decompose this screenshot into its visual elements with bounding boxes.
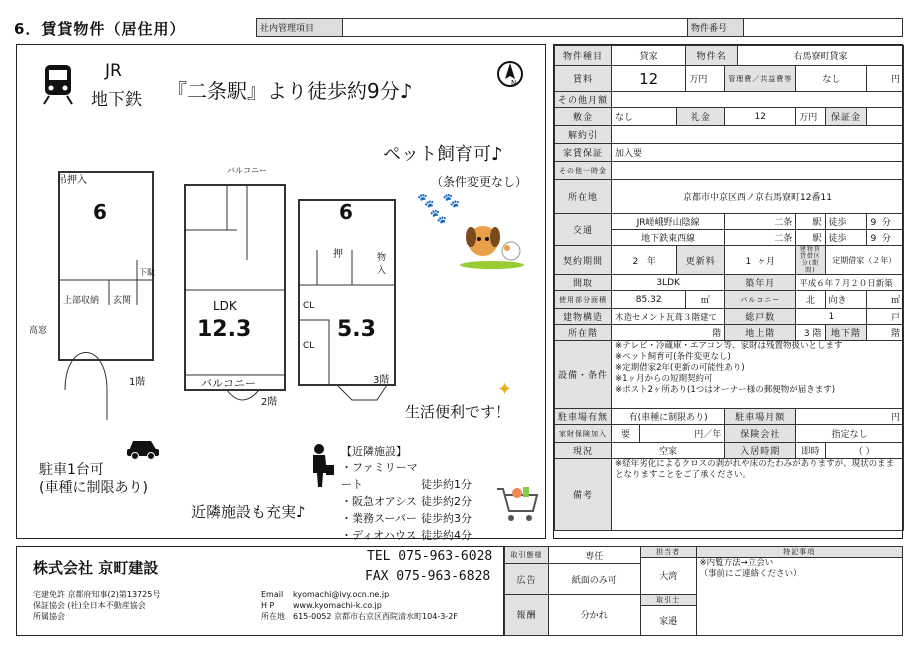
fp-room3b: 5.3 (337, 317, 376, 342)
internal-label: 社内管理項目 (257, 19, 343, 37)
insurance-label: 家財保険加入 (555, 425, 612, 443)
traffic-line: JR嵯峨野山陰線 (612, 214, 725, 230)
type-value: 貸家 (612, 46, 686, 66)
ad-label: 広告 (505, 564, 549, 594)
convenient-text: 生活便利です！ (405, 403, 511, 421)
transaction-info (504, 546, 903, 636)
transaction-table (504, 546, 903, 636)
other-fee-label: その他月額 (555, 92, 612, 108)
ad-value: 紙面のみ可 (548, 564, 640, 594)
below-label: 地下階 (825, 325, 867, 341)
park-value: 有(車種に制限あり) (612, 409, 725, 425)
contract-label: 契約期間 (555, 246, 612, 275)
staff-value: 大湾 (640, 558, 696, 595)
key-money-value: 12 (725, 108, 796, 126)
nearby-title: 【近隣施設】 (341, 445, 407, 458)
license-line: 所属協会 (33, 612, 65, 621)
license-block (33, 589, 160, 622)
lease-value: 定期借家（２年） (825, 246, 903, 275)
fp-shoes: 下駄 (139, 268, 155, 277)
equip-item: ※テレビ・冷蔵庫・エアコン等、家財は残置物扱いとします (615, 341, 843, 351)
move-label: 入居時期 (725, 443, 796, 459)
units-value: 1 (796, 309, 867, 325)
paw-icon: 🐾 🐾 🐾 (417, 193, 463, 225)
parking-line2: (車種に制限あり) (39, 480, 148, 496)
floor-unit: 階 (612, 325, 725, 341)
mgmt-unit: 円 (867, 66, 904, 92)
structure-value: 木造セメント瓦葺３階建て (612, 309, 725, 325)
nearby-item: ・業務スーパー 徒歩約3分 (341, 512, 472, 525)
other-fee-value (612, 92, 904, 108)
insurance-unit: 円／年 (639, 425, 724, 443)
property-visual-panel (16, 44, 546, 542)
balcony-unit: ㎡ (867, 291, 904, 309)
equip-list (612, 341, 904, 409)
onetime-value (612, 162, 904, 180)
traffic-suffix: 駅 (796, 214, 825, 230)
nearby-item: ・ディオハウス 徒歩約4分 (341, 529, 472, 542)
traffic-line: 地下鉄東西線 (612, 230, 725, 246)
fp-floor3: 3階 (373, 375, 390, 386)
special-line: ※内覧方法→立会い (699, 558, 774, 568)
layout-label: 間取 (555, 275, 612, 291)
train-icon (41, 63, 75, 105)
shopper-icon (307, 443, 335, 489)
traffic-walk: 徒歩 (825, 230, 867, 246)
company-name: 株式会社 京町建設 (33, 559, 159, 577)
equip-item: ※ポスト2ヶ所あり(1つはオーナー様の郵便物が届きます) (615, 385, 836, 395)
deposit-value: なし (612, 108, 677, 126)
north-label: N (511, 79, 517, 87)
fp-room1: 6 (93, 200, 107, 224)
fp-floor1: 1階 (129, 377, 146, 388)
rent-guarantee-value: 加入要 (612, 144, 904, 162)
status-label: 現況 (555, 443, 612, 459)
balcony-value: 北 (796, 291, 825, 309)
special-notes (696, 558, 902, 636)
lease-label: 建物賃貸借区分(期間) (796, 246, 825, 275)
company-tel: TEL 075-963-6028 (367, 549, 493, 564)
area-value: 85.32 (612, 291, 686, 309)
fp-cl1: CL (303, 301, 315, 311)
special-line: （事前にご連絡ください） (699, 569, 802, 579)
equip-item: ※ペット飼育可(条件変更なし) (615, 352, 731, 362)
staff-label: 担当者 (640, 547, 696, 558)
number-value[interactable] (744, 19, 903, 37)
fp-floor2: 2階 (261, 397, 278, 408)
website-link[interactable]: www.kyomachi-k.co.jp (293, 601, 382, 610)
headline: 『二条駅』より徒歩約9分♪ (167, 79, 413, 103)
rent-guarantee-label: 家賃保証 (555, 144, 612, 162)
contract-value: 2 年 (612, 246, 677, 275)
amort-label: 解約引 (555, 126, 612, 144)
fee-label: 報酬 (505, 594, 549, 635)
renew-label: 更新料 (677, 246, 725, 275)
company-address: 615-0052 京都市右京区西院清水町104-3-2F (293, 612, 458, 621)
facilities-full: 近隣施設も充実♪ (191, 503, 306, 521)
park-fee-label: 駐車場月額 (725, 409, 796, 425)
insurance-co-label: 保険会社 (725, 425, 796, 443)
name-value: 右馬寮町貸家 (737, 46, 903, 66)
fp-ldk: LDK (213, 299, 237, 313)
header-fields (256, 18, 903, 37)
fp-storage3: 物入 (377, 253, 387, 276)
parking-line1: 駐車1台可 (39, 462, 104, 478)
move-paren: （ ） (825, 443, 903, 459)
nearby-list (341, 459, 472, 544)
license-line: 保証協会 (社)全日本不動産協会 (33, 601, 146, 610)
cart-icon (495, 483, 539, 525)
contact-block: Email kyomachi@ivy.ocn.ne.jp H P www.kyomachi-k.co.jp 所在地 615-0052 京都市右京区西院清水町104-3-2F (261, 590, 458, 621)
units-unit: 戸 (867, 309, 904, 325)
agent-value: 家邉 (640, 605, 696, 635)
guarantee-label: 保証金 (825, 108, 867, 126)
internal-value[interactable] (343, 19, 688, 37)
fp-entry: 玄関 (113, 296, 132, 306)
move-value: 即時 (796, 443, 825, 459)
north-icon (495, 59, 525, 93)
deal-value: 専任 (548, 547, 640, 564)
status-value: 空家 (612, 443, 725, 459)
rent-unit: 万円 (686, 66, 725, 92)
insurance-co-value: 指定なし (796, 425, 904, 443)
mgmt-value: なし (796, 66, 867, 92)
fp-storage: 上部収納 (63, 296, 100, 306)
fp-push: 押 (333, 249, 343, 260)
equip-label: 設備・条件 (555, 341, 612, 409)
nearby-item: ・ファミリーマート 徒歩約1分 (341, 461, 472, 491)
onetime-label: その他一時金 (555, 162, 612, 180)
traffic-min: 9 分 (867, 214, 904, 230)
company-fax: FAX 075-963-6828 (365, 569, 491, 584)
address-value: 京都市中京区西ノ京右馬寮町12番11 (612, 180, 904, 214)
mgmt-label: 管理費／共益費等 (725, 66, 796, 92)
note-value: ※経年劣化によるクロスの剥がれや床のたわみがありますが、現状のままとなりますことをご了承ください。 (612, 459, 904, 531)
park-label: 駐車場有無 (555, 409, 612, 425)
transit-subway: 地下鉄 (91, 90, 142, 110)
fp-closet: 吊押入 (57, 175, 87, 186)
special-label: 特記事項 (696, 547, 902, 558)
age-value: 平成６年７月２０日新築 (796, 275, 904, 291)
equip-item: ※定期借家2年(更新の可能性あり) (615, 363, 745, 373)
type-label: 物件種目 (555, 46, 612, 66)
pet-ok: ペット飼育可♪ (383, 144, 503, 165)
details-table (554, 45, 904, 531)
area-label: 使用部分面積 (555, 291, 612, 309)
below-unit: 階 (867, 325, 904, 341)
name-label: 物件名 (686, 46, 738, 66)
traffic-label: 交通 (555, 214, 612, 246)
pet-note: （条件変更なし） (431, 175, 528, 189)
fp-room3a: 6 (339, 200, 353, 224)
sparkle-icon: ✦ (497, 379, 513, 400)
agent-label: 取引士 (640, 594, 696, 605)
above-label: 地上階 (725, 325, 796, 341)
deposit-label: 敷金 (555, 108, 612, 126)
traffic-walk: 徒歩 (825, 214, 867, 230)
floor-label: 所在階 (555, 325, 612, 341)
amort-value (612, 126, 904, 144)
park-fee-unit: 円 (796, 409, 904, 425)
fp-window: 高窓 (29, 326, 48, 336)
layout-value: 3LDK (612, 275, 725, 291)
fp-cl2: CL (303, 341, 315, 351)
address-label: 所在地 (555, 180, 612, 214)
number-label: 物件番号 (688, 19, 744, 37)
above-value: 3 階 (796, 325, 825, 341)
note-label: 備考 (555, 459, 612, 531)
balcony-label: バルコニー (725, 291, 796, 309)
property-details-panel (553, 44, 903, 539)
fp-ldk-size: 12.3 (197, 317, 252, 342)
nearby-item: ・阪急オアシス 徒歩約2分 (341, 495, 472, 508)
traffic-min: 9 分 (867, 230, 904, 246)
rent-value: 12 (612, 66, 686, 92)
deal-label: 取引態様 (505, 547, 549, 564)
key-money-unit: 万円 (796, 108, 825, 126)
insurance-value: 要 (612, 425, 640, 443)
traffic-suffix: 駅 (796, 230, 825, 246)
traffic-station: 二条 (725, 230, 796, 246)
renew-value: 1 ヶ月 (725, 246, 796, 275)
equip-item: ※1ヶ月からの短期契約可 (615, 374, 713, 384)
rent-label: 賃料 (555, 66, 612, 92)
fee-value: 分かれ (548, 594, 640, 635)
floor-plan (37, 160, 517, 420)
balcony-dir: 向き (825, 291, 867, 309)
traffic-station: 二条 (725, 214, 796, 230)
license-line: 宅建免許 京都府知事(2)第13725号 (33, 590, 161, 599)
page-title: 6．賃貸物件（居住用） (14, 20, 186, 38)
guarantee-value (867, 108, 904, 126)
area-unit: ㎡ (686, 291, 725, 309)
units-label: 総戸数 (725, 309, 796, 325)
transit-jr: JR (105, 61, 122, 81)
age-label: 築年月 (725, 275, 796, 291)
structure-label: 建物構造 (555, 309, 612, 325)
key-money-label: 礼金 (677, 108, 725, 126)
fp-balcony-2: バルコニー (201, 377, 256, 390)
email-link[interactable]: kyomachi@ivy.ocn.ne.jp (293, 590, 390, 599)
fp-balcony-top: バルコニー (227, 166, 267, 175)
company-info (16, 546, 504, 636)
car-icon (125, 435, 161, 461)
